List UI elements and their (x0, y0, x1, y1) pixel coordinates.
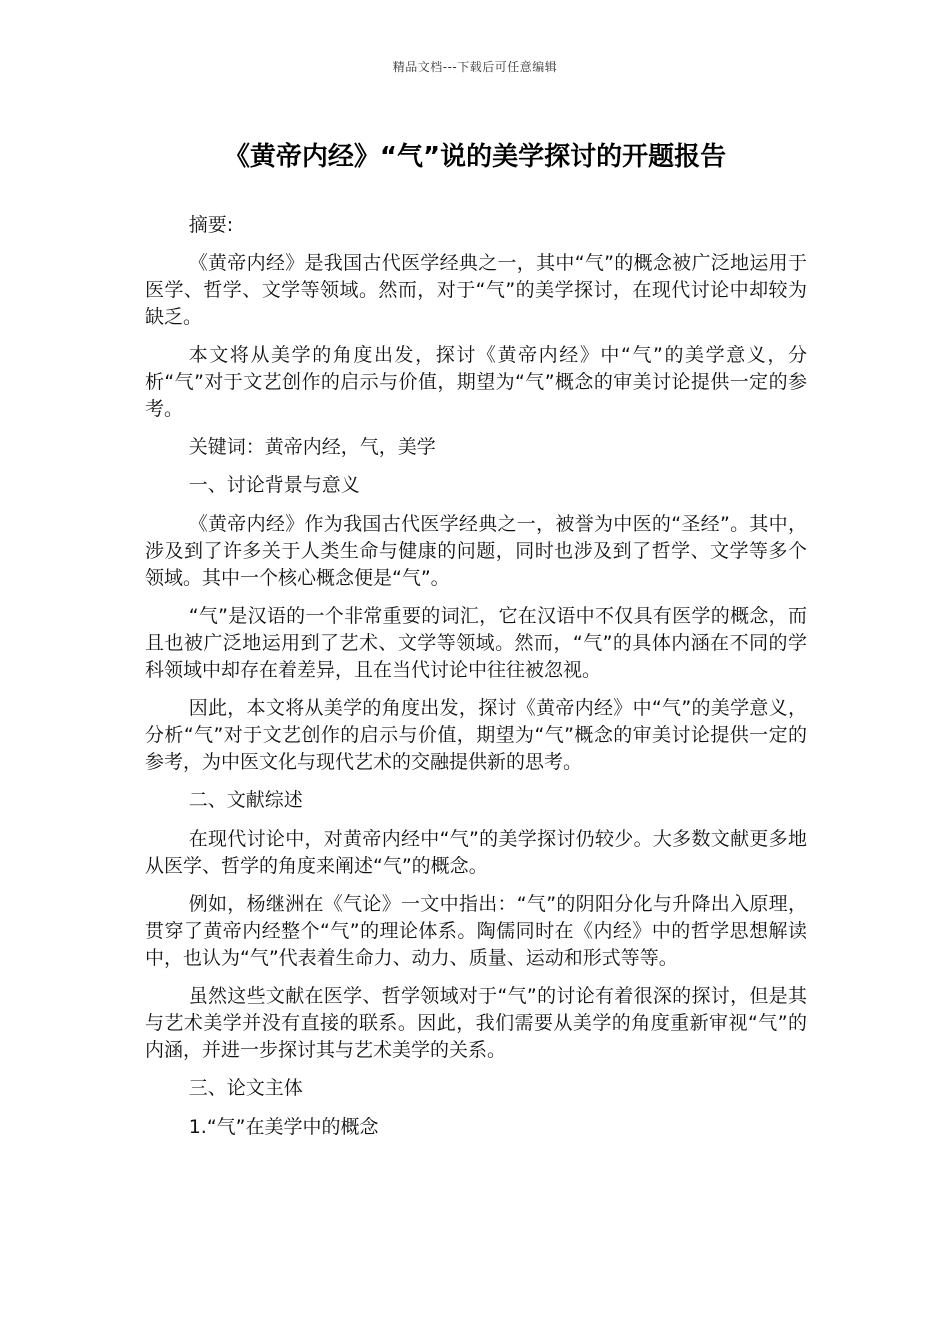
document-title: 《黄帝内经》“气”说的美学探讨的开题报告 (223, 142, 727, 172)
body-paragraph: 《黄帝内经》作为我国古代医学经典之一，被誉为中医的“圣经”。其中，涉及到了许多关于人类生命与健康的问题，同时也涉及到了哲学、文学等多个领域。其中一个核心概念便是“气”。 (145, 513, 807, 589)
abstract-label: 摘要: (188, 214, 234, 236)
subsection-heading-1: 1.“气”在美学中的概念 (188, 1116, 379, 1138)
section-heading-3: 三、论文主体 (188, 1077, 303, 1099)
document-body (145, 212, 807, 1153)
section-heading-2: 二、文献综述 (188, 789, 303, 811)
section-heading-1: 一、讨论背景与意义 (188, 474, 360, 496)
keywords: 关键词：黄帝内经，气，美学 (188, 436, 436, 458)
abstract-paragraph-2: 本文将从美学的角度出发，探讨《黄帝内经》中“气”的美学意义，分析“气”对于文艺创作的启示与价值，期望为“气”概念的审美讨论提供一定的参考。 (145, 344, 807, 420)
body-paragraph: 因此，本文将从美学的角度出发，探讨《黄帝内经》中“气”的美学意义，分析“气”对于文艺创作的启示与价值，期望为“气”概念的审美讨论提供一定的参考，为中医文化与现代艺术的交融提供新的思考。 (145, 697, 807, 773)
body-paragraph: 虽然这些文献在医学、哲学领域对于“气”的讨论有着很深的探讨，但是其与艺术美学并没有直接的联系。因此，我们需要从美学的角度重新审视“气”的内涵，并进一步探讨其与艺术美学的关系。 (145, 985, 807, 1061)
body-paragraph: “气”是汉语的一个非常重要的词汇，它在汉语中不仅具有医学的概念，而且也被广泛地运用到了艺术、文学等领域。然而，“气”的具体内涵在不同的学科领域中却存在着差异，且在当代讨论中往往被忽视。 (145, 605, 807, 681)
header-note: 精品文档---下载后可任意编辑 (392, 60, 558, 74)
body-paragraph: 在现代讨论中，对黄帝内经中“气”的美学探讨仍较少。大多数文献更多地从医学、哲学的角度来阐述“气”的概念。 (145, 828, 807, 877)
body-paragraph: 例如，杨继洲在《气论》一文中指出：“气”的阴阳分化与升降出入原理，贯穿了黄帝内经整个“气”的理论体系。陶儒同时在《内经》中的哲学思想解读中，也认为“气”代表着生命力、动力、质量、运动和形式等等。 (145, 893, 807, 969)
abstract-paragraph-1: 《黄帝内经》是我国古代医学经典之一，其中“气”的概念被广泛地运用于医学、哲学、文学等领域。然而，对于“气”的美学探讨，在现代讨论中却较为缺乏。 (145, 252, 807, 328)
